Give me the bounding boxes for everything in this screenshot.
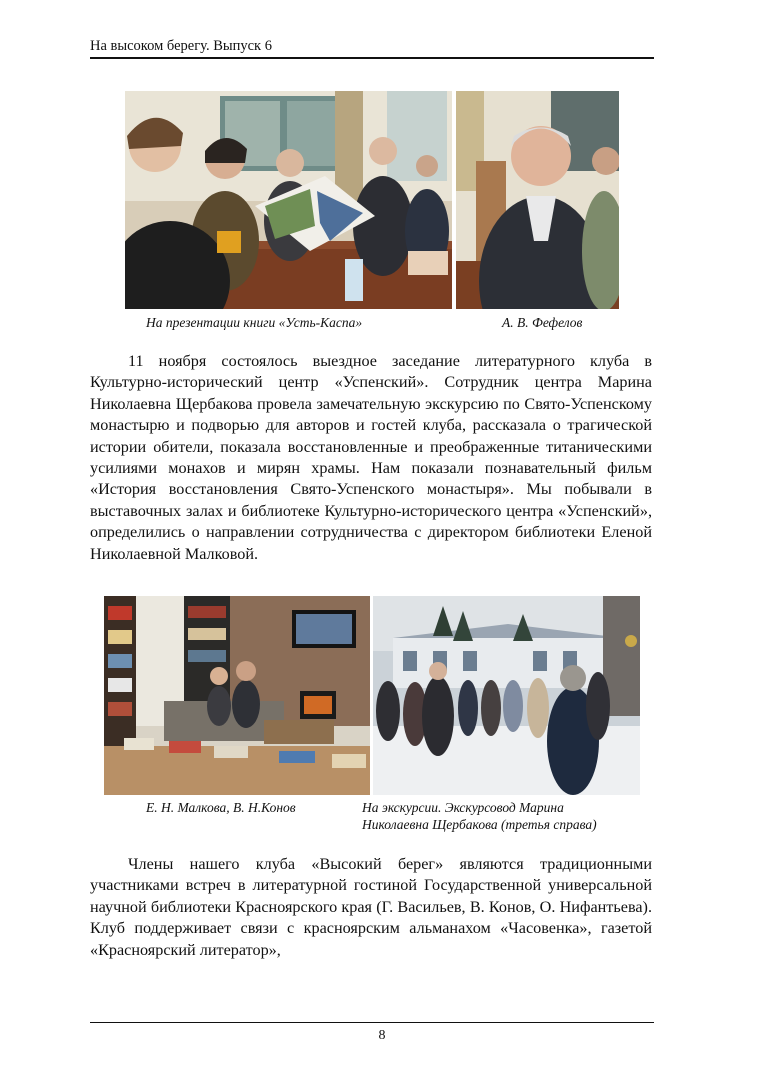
caption-portrait: А. В. Фефелов [502, 315, 583, 330]
photo-book-presentation [125, 91, 452, 309]
header-rule [90, 57, 654, 59]
photo-portrait [456, 91, 619, 309]
photo-excursion [373, 596, 640, 795]
paragraph-meeting: 11 ноября состоялось выездное заседание литературного клуба в Культурно-исторический центр «Успенский». Сотрудник центра Марина Николаевна Щербакова провела замечательную экскурсию по Свято-Успенскому монастырю и подворью для авторов и гостей клуба, рассказала о трагической истории обители, показала восстановленные и преображенные титаническими усилиями монахов и мирян храмы. Нам показали познавательный фильм «История восстановления Свято-Успенского монастыря». Мы побывали в выставочных залах и библиотеке Культурно-исторического центра «Успенский», определились о направлении сотрудничества с директором библиотеки Еленой Николаевной Малковой. [90, 352, 652, 563]
running-header: На высоком берегу. Выпуск 6 [90, 38, 272, 54]
caption-library: Е. Н. Малкова, В. Н.Конов [146, 800, 296, 815]
page-number: 8 [378, 1028, 386, 1043]
photo-library [104, 596, 370, 795]
caption-excursion-line1: На экскурсии. Экскурсовод Марина [362, 800, 564, 815]
caption-excursion-line2: Николаевна Щербакова (третья справа) [362, 817, 597, 832]
paragraph-club: Члены нашего клуба «Высокий берег» являются традиционными участниками встреч в литературной гостиной Государственной универсальной научной библиотеки Красноярского края (Г. Васильев, В. Конов, О. Нифантьева). Клуб поддерживает связи с красноярским альманахом «Часовенка», газетой «Красноярский литератор», [90, 855, 652, 959]
footer-rule [90, 1022, 654, 1023]
caption-book-presentation: На презентации книги «Усть-Каспа» [146, 315, 363, 330]
